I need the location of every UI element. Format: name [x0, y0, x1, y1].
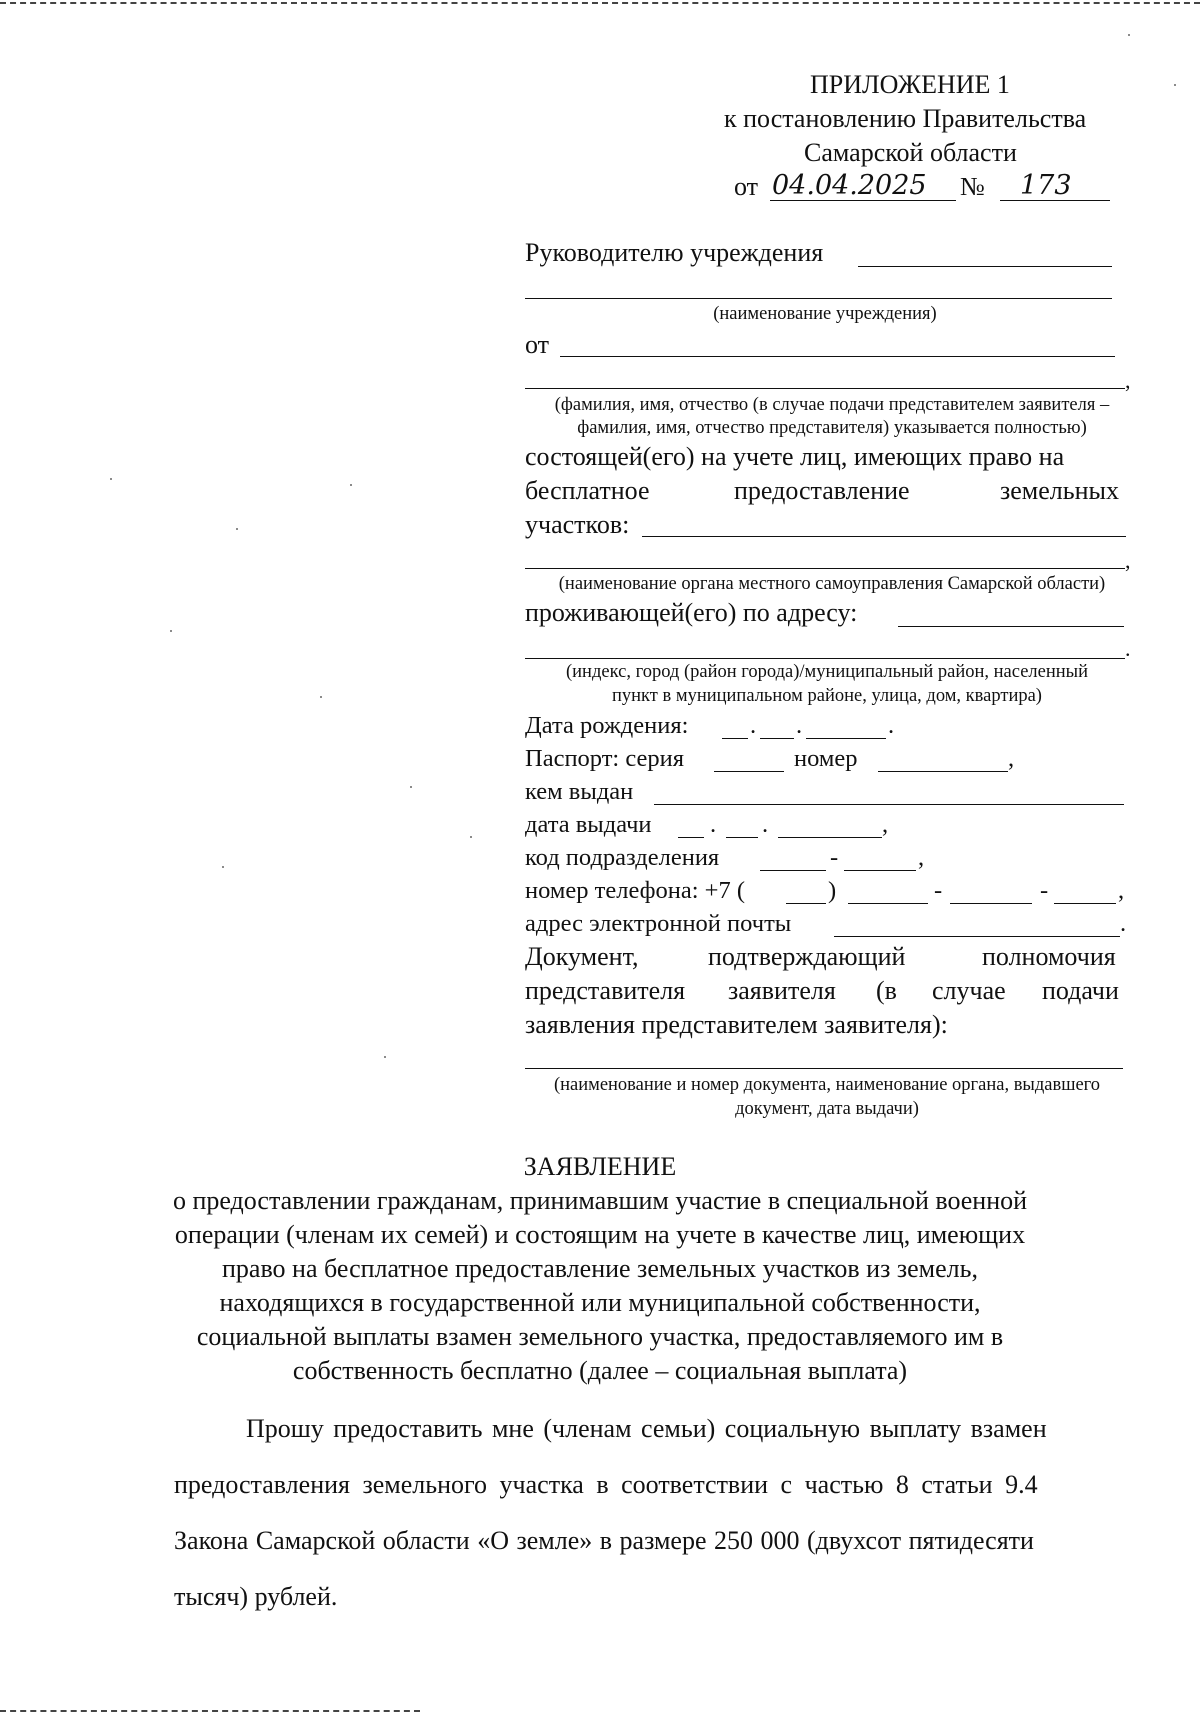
statement-subtitle-2: операции (членам их семей) и состоящим на учете в качестве лиц, имеющих — [174, 1220, 1026, 1249]
registered-w1: бесплатное — [525, 476, 650, 505]
scan-speck — [384, 1056, 386, 1058]
scan-speck — [1128, 34, 1130, 36]
passport-number-label: номер — [794, 745, 858, 772]
statement-subtitle-5: социальной выплаты взамен земельного участка, предоставляемого им в — [196, 1322, 1004, 1351]
institution-line — [525, 298, 1112, 299]
division-comma: , — [918, 844, 925, 871]
issue-day-line — [678, 837, 704, 838]
phone-code-line — [786, 903, 826, 904]
issue-comma: , — [882, 811, 889, 838]
institution-head-line — [858, 266, 1112, 267]
division-code-line-2 — [844, 870, 916, 871]
issue-month-line — [726, 837, 758, 838]
issue-dot-2: . — [762, 811, 769, 838]
scan-speck — [320, 696, 322, 698]
registered-w2: предоставление — [734, 476, 910, 505]
scan-edge-top — [0, 2, 1200, 4]
statement-subtitle-4: находящихся в государственной или муниципальной собственности, — [219, 1288, 981, 1317]
body-line-4: тысяч) рублей. — [174, 1582, 338, 1611]
address-caption-2: пункт в муниципальном районе, улица, дом, квартира) — [612, 686, 1042, 706]
division-code-label: код подразделения — [525, 844, 720, 871]
rep-doc-line — [525, 1068, 1123, 1069]
address-caption-1: (индекс, город (район города)/муниципальный район, населенный — [566, 662, 1088, 682]
rep-doc-line-3: заявления представителем заявителя): — [525, 1010, 948, 1039]
passport-comma: , — [1008, 745, 1015, 772]
from-label: от — [525, 330, 550, 359]
scan-speck — [236, 528, 238, 530]
email-label: адрес электронной почты — [525, 910, 792, 937]
passport-series-line — [714, 771, 784, 772]
birth-day-line — [722, 738, 748, 739]
birth-dot-2: . — [796, 712, 803, 739]
passport-series-label: Паспорт: серия — [525, 745, 685, 772]
scan-speck — [170, 630, 172, 632]
period-1: . — [1125, 636, 1131, 661]
decree-date: 04.04.2025 — [772, 170, 927, 201]
date-underline — [770, 200, 956, 201]
registered-w3: земельных — [1000, 476, 1120, 505]
birth-month-line — [760, 738, 794, 739]
body-line-3: Закона Самарской области «О земле» в размере 250 000 (двухсот пятидесяти — [174, 1526, 1034, 1555]
phone-part-3-line — [1054, 903, 1116, 904]
authority-line-1 — [642, 536, 1126, 537]
division-code-line-1 — [760, 870, 826, 871]
address-line-2 — [525, 658, 1125, 659]
from-line-1 — [560, 356, 1115, 357]
issue-year-line — [778, 837, 882, 838]
birth-year-line — [806, 738, 886, 739]
head-label: Руководителю учреждения — [525, 238, 824, 267]
scan-speck — [410, 786, 412, 788]
authority-caption: (наименование органа местного самоуправления Самарской области) — [558, 574, 1106, 594]
rep-doc-w1: Документ, — [525, 942, 639, 971]
authority-line-2 — [525, 568, 1125, 569]
statement-subtitle-3: право на бесплатное предоставление земельных участков из земель, — [221, 1254, 979, 1283]
decree-number: 173 — [1020, 170, 1072, 201]
birth-dot-1: . — [750, 712, 757, 739]
statement-subtitle-1: о предоставлении гражданам, принимавшим участие в специальной военной — [172, 1186, 1028, 1215]
division-dash: - — [830, 844, 839, 871]
birth-dot-3: . — [888, 712, 895, 739]
rep-doc-l2-w3: (в — [876, 976, 897, 1005]
body-line-1: Прошу предоставить мне (членам семьи) социальную выплату взамен — [246, 1414, 1047, 1443]
number-sign: № — [960, 172, 985, 201]
rep-doc-caption-1: (наименование и номер документа, наименование органа, выдавшего — [553, 1075, 1101, 1095]
phone-paren: ) — [828, 877, 837, 904]
phone-part-1-line — [848, 903, 928, 904]
from-line-2 — [525, 388, 1125, 389]
name-caption-2: фамилия, имя, отчество представителя) указывается полностью) — [577, 418, 1087, 438]
address-line-1 — [898, 626, 1124, 627]
name-caption-1: (фамилия, имя, отчество (в случае подачи представителем заявителя – — [554, 395, 1110, 415]
phone-label: номер телефона: +7 ( — [525, 877, 746, 904]
issued-by-line — [654, 804, 1124, 805]
comma-2: , — [1125, 548, 1131, 573]
rep-doc-l2-w4: случае — [932, 976, 1006, 1005]
phone-comma: , — [1118, 877, 1125, 904]
rep-doc-l2-w5: подачи — [1042, 976, 1119, 1005]
number-underline — [1000, 200, 1110, 201]
scan-speck — [1174, 84, 1176, 86]
scan-speck — [470, 836, 472, 838]
rep-doc-w2: подтверждающий — [708, 942, 906, 971]
appendix-label: ПРИЛОЖЕНИЕ 1 — [810, 70, 1010, 99]
rep-doc-l2-w1: представителя — [525, 976, 686, 1005]
scan-speck — [350, 484, 352, 486]
phone-part-2-line — [950, 903, 1032, 904]
statement-title: ЗАЯВЛЕНИЕ — [523, 1152, 677, 1181]
issue-dot-1: . — [710, 811, 717, 838]
region-line: Самарской области — [804, 138, 1017, 167]
issued-by-label: кем выдан — [525, 778, 634, 805]
body-line-2: предоставления земельного участка в соответствии с частью 8 статьи 9.4 — [174, 1470, 1038, 1499]
phone-dash-2: - — [1040, 877, 1049, 904]
registered-line-1: состоящей(его) на учете лиц, имеющих право на — [525, 442, 1065, 471]
rep-doc-w3: полномочия — [982, 942, 1116, 971]
date-prefix: от — [734, 172, 759, 201]
scan-speck — [110, 478, 112, 480]
registered-line-3: участков: — [525, 510, 630, 539]
issue-date-label: дата выдачи — [525, 811, 652, 838]
email-line — [834, 936, 1120, 937]
birth-date-label: Дата рождения: — [525, 712, 689, 739]
rep-doc-caption-2: документ, дата выдачи) — [735, 1099, 919, 1119]
address-label: проживающей(его) по адресу: — [525, 598, 858, 627]
institution-caption: (наименование учреждения) — [713, 304, 937, 324]
scan-edge-bottom — [0, 1710, 420, 1712]
rep-doc-l2-w2: заявителя — [728, 976, 836, 1005]
scan-speck — [222, 866, 224, 868]
decree-line: к постановлению Правительства — [724, 104, 1087, 133]
passport-number-line — [878, 771, 1008, 772]
phone-dash-1: - — [934, 877, 943, 904]
statement-subtitle-6: собственность бесплатно (далее – социальная выплата) — [292, 1356, 908, 1385]
comma-1: , — [1125, 368, 1131, 393]
email-period: . — [1120, 910, 1127, 937]
